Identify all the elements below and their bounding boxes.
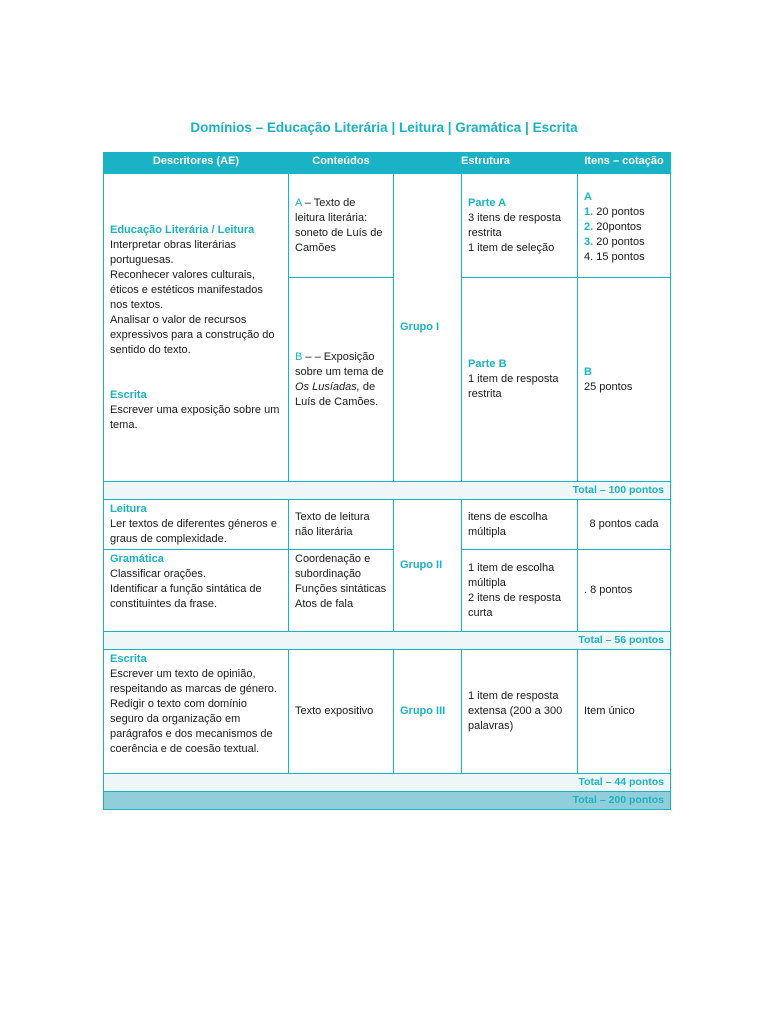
- gramatica-descritor: [104, 550, 289, 632]
- grupo2-row-2: [104, 550, 671, 632]
- item-line: 2. 20pontos: [584, 221, 642, 233]
- item-line: 1. 20 pontos: [584, 206, 645, 218]
- escrita-descritor: [104, 650, 289, 774]
- grupo2-total-row: [104, 632, 671, 650]
- header-descritores: Descritores (AE): [104, 153, 289, 174]
- heading-escrita-g3: Escrita: [110, 653, 147, 665]
- conteudo-b-text-post: de Luís de Camões.: [295, 380, 379, 408]
- estrutura-line: 1 item de escolha múltipla: [468, 561, 555, 589]
- conteudo-a-label: A: [295, 197, 302, 209]
- parte-b: [462, 278, 578, 482]
- gramatica-line: Identificar a função sintática de constituintes da frase.: [110, 583, 262, 610]
- estrutura-grupo2-1: itens de escolha múltipla: [462, 500, 578, 550]
- escrita-line: Redigir o texto com domínio seguro da organização em parágrafos e dos mecanismos de coerência e de coesão textual.: [110, 698, 273, 755]
- heading-educacao-literaria: Educação Literária / Leitura: [110, 223, 255, 236]
- conteudo-a: [289, 174, 394, 278]
- assessment-table: [103, 152, 671, 810]
- itens-b-text: 25 pontos: [584, 380, 633, 393]
- parte-a-label: Parte A: [468, 197, 507, 209]
- item-line: 3. 20 pontos: [584, 236, 645, 248]
- descritor-line: Interpretar obras literárias portuguesas.: [110, 238, 236, 266]
- conteudo-line: Coordenação e subordinação: [295, 553, 371, 580]
- conteudo-b-label: B: [295, 350, 303, 363]
- parte-a-line: 1 item de seleção: [468, 242, 555, 254]
- grupo1-total-row: [104, 482, 671, 500]
- itens-b: [578, 278, 671, 482]
- itens-a: [578, 174, 671, 278]
- estrutura-grupo3: 1 item de resposta extensa (200 a 300 palavras): [462, 650, 578, 774]
- page-title: Domínios – Educação Literária | Leitura | Gramática | Escrita: [190, 120, 578, 135]
- item-line: 4. 15 pontos: [584, 251, 645, 263]
- descritor-line: Analisar o valor de recursos expressivos para a construção do sentido do texto.: [110, 313, 275, 356]
- itens-b-label: B: [584, 365, 592, 378]
- conteudo-b-text: – – Exposição sobre um tema de: [295, 350, 384, 378]
- grupo1-descritores: [104, 174, 289, 482]
- conteudo-grupo3: Texto expositivo: [289, 650, 394, 774]
- itens-grupo2-1: 8 pontos cada: [578, 500, 671, 550]
- itens-a-label: A: [584, 191, 592, 203]
- parte-a-line: 3 itens de resposta restrita: [468, 212, 561, 239]
- grupo1-row-a: [104, 174, 671, 278]
- escrita-line: Escrever um texto de opinião, respeitando as marcas de género.: [110, 668, 277, 695]
- gramatica-line: Classificar orações.: [110, 568, 206, 580]
- estrutura-grupo2-2: [462, 550, 578, 632]
- conteudo-b-italic: Os Lusíadas,: [295, 380, 360, 393]
- grupo2-cell: [394, 500, 462, 632]
- heading-leitura: Leitura: [110, 503, 147, 515]
- conteudo-b: [289, 278, 394, 482]
- descritor-line: Escrever uma exposição sobre um tema.: [110, 403, 280, 431]
- parte-b-line: 1 item de resposta restrita: [468, 373, 559, 400]
- header-conteudos: Conteúdos: [289, 153, 394, 174]
- conteudo-a-text: – Texto de leitura literária: soneto de Luís de Camões: [295, 197, 383, 254]
- parte-b-label: Parte B: [468, 358, 507, 370]
- grupo3-label: Grupo III: [400, 705, 446, 717]
- descritor-line: Reconhecer valores culturais, éticos e estéticos manifestados nos textos.: [110, 268, 263, 311]
- grupo2-label: Grupo II: [400, 559, 443, 571]
- grupo2-total: Total – 56 pontos: [104, 632, 671, 650]
- grupo3-cell: [394, 650, 462, 774]
- heading-gramatica: Gramática: [110, 553, 164, 565]
- header-row: [104, 153, 671, 174]
- header-itens: Itens – cotação: [578, 153, 671, 174]
- grand-total: Total – 200 pontos: [104, 792, 671, 810]
- leitura-descritor: [104, 500, 289, 550]
- conteudo-line: Funções sintáticas: [295, 583, 387, 595]
- header-estrutura: Estrutura: [394, 153, 578, 174]
- estrutura-line: 2 itens de resposta curta: [468, 591, 561, 619]
- conteudo-gramatica: [289, 550, 394, 632]
- grupo3-row: [104, 650, 671, 774]
- itens-grupo3: Item único: [578, 650, 671, 774]
- grand-total-row: [104, 792, 671, 810]
- itens-grupo2-2: . 8 pontos: [578, 550, 671, 632]
- conteudo-line: Atos de fala: [295, 598, 354, 610]
- grupo3-total-row: [104, 774, 671, 792]
- leitura-text: Ler textos de diferentes géneros e graus de complexidade.: [110, 518, 277, 545]
- grupo3-total: Total – 44 pontos: [104, 774, 671, 792]
- heading-escrita: Escrita: [110, 388, 147, 401]
- conteudo-leitura: Texto de leitura não literária: [289, 500, 394, 550]
- grupo1-total: Total – 100 pontos: [104, 482, 671, 500]
- parte-a: [462, 174, 578, 278]
- grupo1-cell: [394, 174, 462, 482]
- grupo2-row-1: [104, 500, 671, 550]
- grupo1-label: Grupo I: [400, 321, 440, 333]
